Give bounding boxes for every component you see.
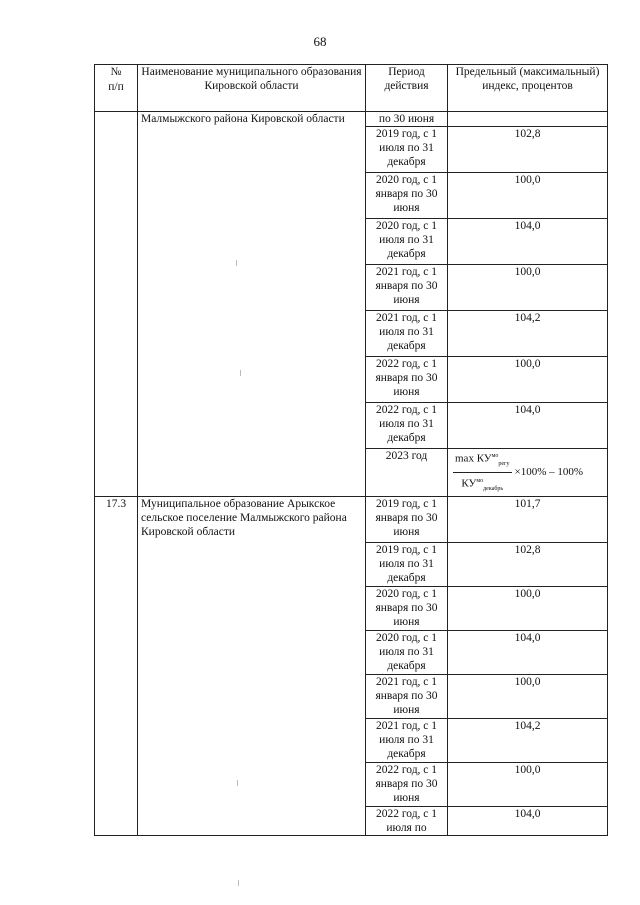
period-cell: 2021 год, с 1 июля по 31 декабря: [366, 311, 448, 357]
header-number: [95, 65, 138, 112]
index-cell: 100,0: [448, 357, 608, 403]
row-number-cell: [95, 112, 138, 497]
header-index: Предельный (максимальный) индекс, процентов: [448, 65, 608, 112]
row-number: 17.3: [95, 496, 138, 835]
index-cell: 101,7: [448, 496, 608, 542]
period-cell: 2021 год, с 1 января по 30 июня: [366, 265, 448, 311]
period-cell: 2020 год, с 1 июля по 31 декабря: [366, 219, 448, 265]
index-cell: 100,0: [448, 762, 608, 806]
index-cell: 104,2: [448, 311, 608, 357]
index-cell: 100,0: [448, 265, 608, 311]
formula-tail: ×100% – 100%: [514, 466, 584, 479]
header-name: Наименование муниципального образования Кировской области: [138, 65, 366, 112]
period-cell: 2022 год, с 1 января по 30 июня: [366, 357, 448, 403]
period-cell: 2021 год, с 1 января по 30 июня: [366, 674, 448, 718]
index-cell: 100,0: [448, 173, 608, 219]
index-cell: 102,8: [448, 542, 608, 586]
formula-denominator: $КУ^{мо}_{декабрь}$: [461, 477, 504, 492]
period-cell: 2020 год, с 1 января по 30 июня: [366, 586, 448, 630]
index-cell: 100,0: [448, 586, 608, 630]
index-cell: 104,0: [448, 806, 608, 835]
period-cell: 2022 год, с 1 июля по: [366, 806, 448, 835]
formula-fraction: [453, 449, 512, 496]
table-header-row: [95, 65, 608, 112]
header-period: Период действия: [366, 65, 448, 112]
period-cell: 2019 год, с 1 января по 30 июня: [366, 496, 448, 542]
index-cell: 100,0: [448, 674, 608, 718]
period-cell: 2019 год, с 1 июля по 31 декабря: [366, 542, 448, 586]
scan-speck: [237, 780, 238, 786]
index-cell: [448, 112, 608, 127]
header-number-sign: №: [110, 66, 122, 78]
header-number-abbr: п/п: [108, 81, 124, 93]
period-cell: 2023 год: [366, 449, 448, 497]
table-row: [95, 112, 608, 127]
formula-numerator: $\max КУ^{мо}_{регу}$: [453, 449, 512, 473]
period-cell: 2021 год, с 1 июля по 31 декабря: [366, 718, 448, 762]
index-cell: 104,0: [448, 630, 608, 674]
period-cell: 2020 год, с 1 июля по 31 декабря: [366, 630, 448, 674]
municipality-name: Малмыжского района Кировской области: [138, 112, 366, 497]
formula-cell: [448, 449, 608, 497]
period-cell: 2022 год, с 1 июля по 31 декабря: [366, 403, 448, 449]
municipality-name: Муниципальное образование Арыкское сельское поселение Малмыжского района Кировской области: [138, 496, 366, 835]
index-cell: 102,8: [448, 127, 608, 173]
table-row: [95, 496, 608, 542]
period-cell: 2020 год, с 1 января по 30 июня: [366, 173, 448, 219]
tariff-index-table: [94, 64, 608, 836]
page-number: 68: [313, 34, 327, 49]
index-formula: [451, 449, 604, 496]
period-cell: по 30 июня: [366, 112, 448, 127]
index-cell: 104,2: [448, 718, 608, 762]
period-cell: 2019 год, с 1 июля по 31 декабря: [366, 127, 448, 173]
index-cell: 104,0: [448, 219, 608, 265]
scan-speck: [238, 880, 239, 886]
scan-speck: [240, 370, 241, 376]
scan-speck: [236, 260, 237, 266]
period-cell: 2022 год, с 1 января по 30 июня: [366, 762, 448, 806]
index-cell: 104,0: [448, 403, 608, 449]
